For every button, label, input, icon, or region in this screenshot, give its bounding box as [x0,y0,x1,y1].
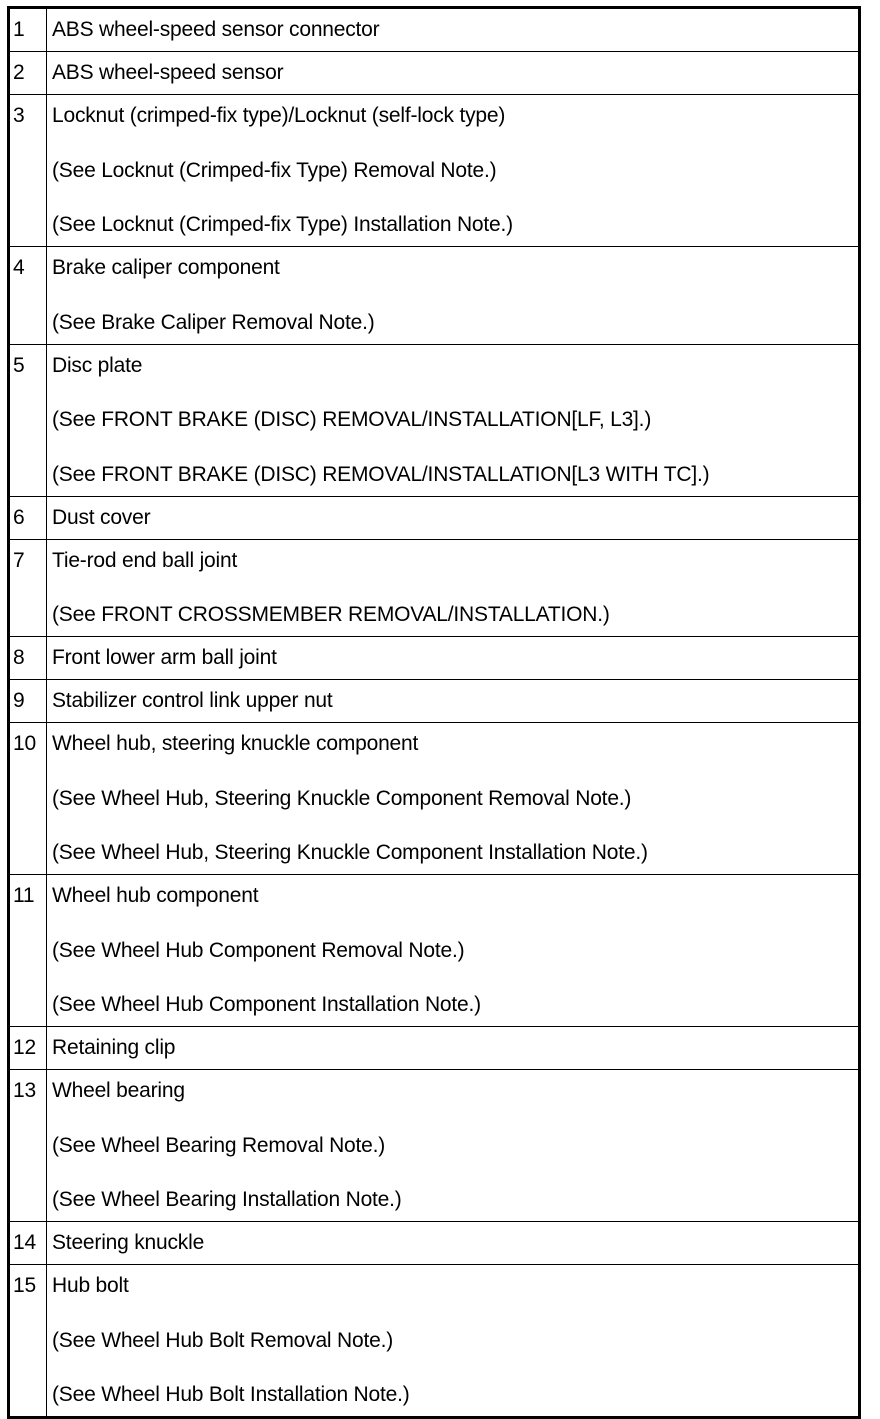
reference-note: (See Wheel Hub Component Removal Note.) [52,938,465,962]
table-row [9,496,860,539]
part-number: 13 [9,1070,47,1222]
part-name: Wheel bearing [52,1079,185,1102]
table-row [9,680,860,723]
part-description [47,8,860,52]
reference-note: (See Wheel Hub Bolt Removal Note.) [52,1328,394,1352]
part-description [47,1265,860,1418]
table-row [9,52,860,95]
part-number: 1 [9,8,47,52]
table-row [9,95,860,247]
part-name: Front lower arm ball joint [52,646,277,669]
reference-note: (See Wheel Bearing Installation Note.) [52,1188,402,1211]
table-row [9,8,860,52]
part-name: ABS wheel-speed sensor [52,61,284,84]
part-number: 9 [9,680,47,723]
parts-table-body [9,8,860,1418]
part-number: 4 [9,247,47,345]
reference-note: (See Wheel Bearing Removal Note.) [52,1133,386,1157]
part-name: Disc plate [52,353,143,377]
table-row [9,723,860,875]
part-name: Locknut (crimped-fix type)/Locknut (self-lock type) [52,104,506,127]
reference-note: (See Locknut (Crimped-fix Type) Installation Note.) [52,213,513,236]
part-description [47,95,860,247]
reference-note: (See Wheel Hub, Steering Knuckle Component Removal Note.) [52,786,632,810]
reference-note: (See Brake Caliper Removal Note.) [52,310,375,334]
part-number: 12 [9,1027,47,1070]
part-description [47,539,860,637]
reference-note: (See Wheel Hub Bolt Installation Note.) [52,1383,410,1406]
reference-note: (See Wheel Hub, Steering Knuckle Component Installation Note.) [52,841,648,864]
part-name: Hub bolt [52,1274,129,1297]
table-row [9,875,860,1027]
parts-table [7,6,861,1419]
table-row [9,1070,860,1222]
part-name: Wheel hub component [52,884,259,907]
part-number: 3 [9,95,47,247]
table-row [9,1222,860,1265]
table-row [9,247,860,345]
reference-note: (See FRONT CROSSMEMBER REMOVAL/INSTALLATION.) [52,603,610,626]
part-name: Dust cover [52,505,151,529]
table-row [9,1027,860,1070]
part-description [47,723,860,875]
part-number: 5 [9,344,47,496]
part-description [47,52,860,95]
part-number: 10 [9,723,47,875]
part-description [47,1027,860,1070]
reference-note: (See Locknut (Crimped-fix Type) Removal Note.) [52,158,497,182]
part-number: 7 [9,539,47,637]
part-number: 15 [9,1265,47,1418]
part-name: ABS wheel-speed sensor connector [52,18,380,41]
part-number: 2 [9,52,47,95]
part-name: Brake caliper component [52,256,280,279]
reference-note: (See Wheel Hub Component Installation Note.) [52,993,481,1016]
table-row [9,1265,860,1418]
table-row [9,539,860,637]
part-description [47,496,860,539]
part-number: 8 [9,637,47,680]
table-row [9,637,860,680]
part-description [47,680,860,723]
part-description [47,637,860,680]
part-description [47,247,860,345]
part-number: 14 [9,1222,47,1265]
table-row [9,344,860,496]
part-name: Retaining clip [52,1036,176,1059]
part-name: Tie-rod end ball joint [52,548,238,572]
reference-note: (See FRONT BRAKE (DISC) REMOVAL/INSTALLATION[L3 WITH TC].) [52,462,710,486]
part-description [47,875,860,1027]
part-number: 6 [9,496,47,539]
part-description [47,1070,860,1222]
part-number: 11 [9,875,47,1027]
part-name: Stabilizer control link upper nut [52,689,333,712]
part-description [47,344,860,496]
reference-note: (See FRONT BRAKE (DISC) REMOVAL/INSTALLATION[LF, L3].) [52,408,652,431]
part-name: Steering knuckle [52,1231,205,1254]
part-name: Wheel hub, steering knuckle component [52,732,419,755]
part-description [47,1222,860,1265]
